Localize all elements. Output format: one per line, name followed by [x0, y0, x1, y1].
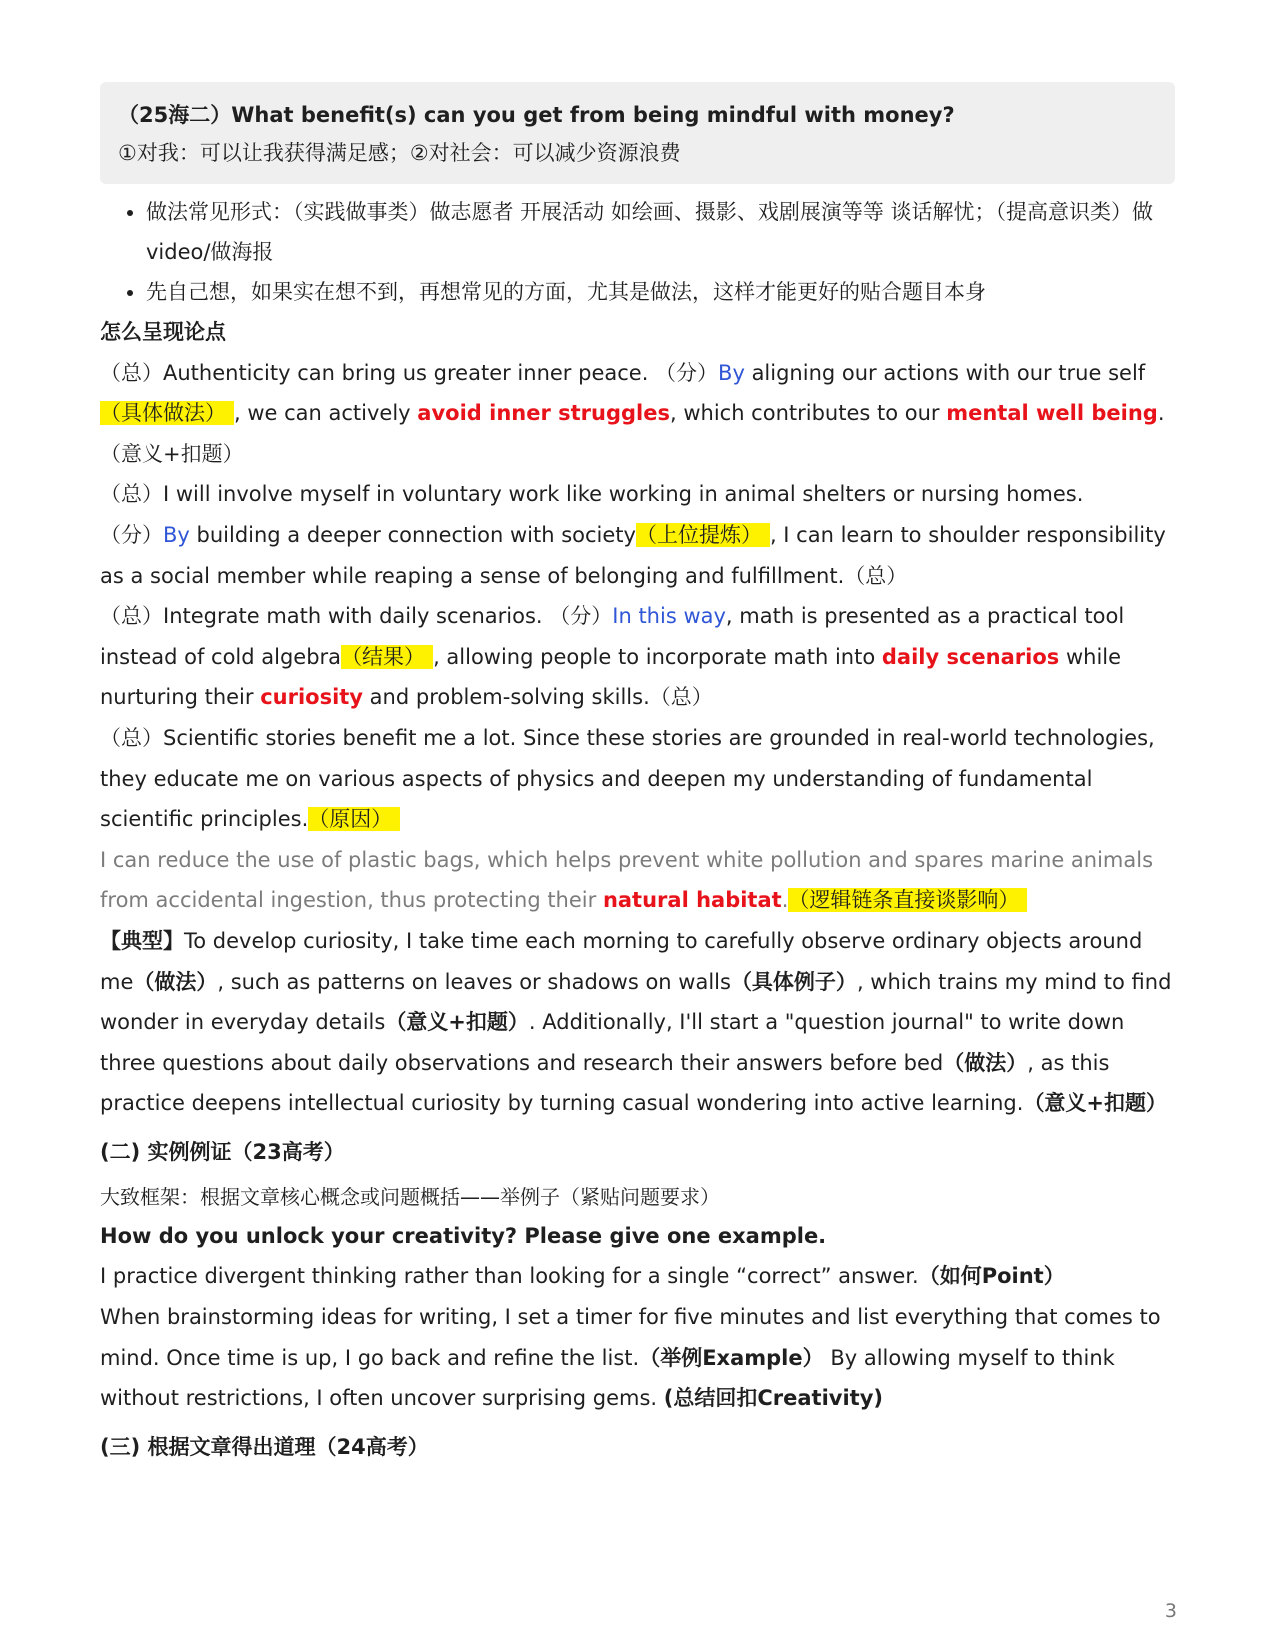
highlight-label: （具体做法） — [100, 401, 234, 425]
text: , allowing people to incorporate math into — [433, 644, 882, 669]
text: aligning our actions with our true self — [744, 360, 1146, 385]
section-heading-3: (三) 根据文章得出道理（24高考） — [100, 1434, 429, 1459]
bold-label: （具体例子） — [730, 969, 857, 994]
bold-label: （做法） — [133, 969, 218, 994]
box-question: （25海二）What benefit(s) can you get from being mindful with money? — [118, 103, 955, 127]
example-question: How do you unlock your creativity? Please give one example. — [100, 1223, 827, 1248]
text: while nurturing their — [100, 644, 1122, 710]
bold-label: 【典型】 — [100, 928, 184, 953]
example-paragraph-5 — [100, 840, 1175, 921]
example-paragraph-1 — [100, 353, 1175, 475]
text: , I can learn to shoulder responsibility as a social member while reaping a sense of belonging and fulfillment.（总） — [100, 522, 1166, 588]
text: By allowing myself to think without restrictions, I often uncover surprising gems. — [100, 1345, 1115, 1411]
connector-text: In this way — [612, 604, 726, 629]
highlight-label: （结果） — [341, 645, 433, 669]
text: , math is presented as a practical tool instead of cold algebra — [100, 604, 1125, 669]
bullet-list — [100, 192, 1175, 312]
text: （总）Integrate math with daily scenarios. （分） — [100, 604, 613, 629]
example-paragraph-2a: （总）I will involve myself in voluntary work like working in animal shelters or nursing homes. — [100, 482, 1084, 507]
text: I practice divergent thinking rather than looking for a single “correct” answer. — [100, 1264, 919, 1289]
box-answer: ①对我：可以让我获得满足感；②对社会：可以减少资源浪费 — [118, 141, 681, 165]
example-paragraph-2b — [100, 515, 1175, 596]
text: To develop curiosity, I take time each morning to carefully observe ordinary objects around me — [100, 928, 1143, 994]
gray-text: I can reduce the use of plastic bags, which helps prevent white pollution and spares marine animals from accidental ingestion, thus protecting their — [100, 847, 1154, 913]
page-number: 3 — [1164, 1600, 1177, 1622]
framework-text: 大致框架：根据文章核心概念或问题概括——举例子（紧贴问题要求） — [100, 1184, 720, 1209]
highlight-label: （上位提炼） — [636, 523, 770, 547]
highlight-label: （原因） — [308, 807, 400, 831]
creativity-answer — [100, 1256, 1175, 1418]
text: , which trains my mind to find wonder in everyday details — [100, 969, 1172, 1035]
text: , as this practice deepens intellectual curiosity by turning casual wondering into active learning. — [100, 1050, 1110, 1116]
keyword-text: daily scenarios — [881, 644, 1060, 669]
text: , which contributes to our — [669, 401, 947, 426]
text: building a deeper connection with society — [189, 522, 636, 547]
connector-text: By — [718, 360, 745, 385]
bold-label: (总结回扣Creativity) — [663, 1386, 883, 1411]
bold-label: （意义+扣题） — [1023, 1091, 1168, 1116]
example-paragraph-3 — [100, 596, 1175, 718]
text: , we can actively — [234, 401, 418, 426]
text: and problem-solving skills.（总） — [363, 685, 713, 710]
section-title: 怎么呈现论点 — [100, 320, 226, 344]
gray-text: . — [781, 888, 789, 913]
bold-label: （做法） — [943, 1050, 1028, 1075]
keyword-text: natural habitat — [602, 888, 782, 913]
bold-label: （如何Point） — [918, 1264, 1065, 1289]
keyword-text: mental well being — [946, 401, 1158, 426]
text: （分） — [100, 522, 163, 547]
text: .（意义+扣题） — [100, 401, 1165, 466]
bullet-item: • 做法常见形式：（实践做事类）做志愿者 开展活动 如绘画、摄影、戏剧展演等等 谈话解忧；（提高意识类）做video/做海报 — [146, 192, 1175, 272]
bold-label: （意义+扣题） — [385, 1010, 529, 1035]
document-page — [100, 82, 1175, 1473]
keyword-text: avoid inner struggles — [417, 401, 670, 426]
section-heading-2: (二) 实例例证（23高考） — [100, 1139, 345, 1164]
text: When brainstorming ideas for writing, I set a timer for five minutes and list everything that comes to mind. Once time is up, I go back and refine the list. — [100, 1305, 1161, 1370]
connector-text: By — [163, 522, 190, 547]
example-paragraph-6 — [100, 921, 1175, 1124]
text: , such as patterns on leaves or shadows on walls — [217, 969, 731, 994]
text: （总）Authenticity can bring us greater inner peace. （分） — [100, 360, 719, 385]
example-paragraph-4 — [100, 718, 1175, 840]
bullet-item: • 先自己想，如果实在想不到，再想常见的方面，尤其是做法，这样才能更好的贴合题目本身 — [146, 272, 1175, 312]
keyword-text: curiosity — [260, 685, 363, 710]
question-box — [100, 82, 1175, 184]
text: . Additionally, I'll start a "question journal" to write down three questions about daily observations and research their answers before bed — [100, 1010, 1125, 1075]
text: （总）Scientific stories benefit me a lot. Since these stories are grounded in real-world technologies, they educate me on various aspects of physics and deepen my understanding of fundamental scientific principles. — [100, 725, 1155, 832]
bold-label: （举例Example） — [639, 1345, 824, 1370]
highlight-label: （逻辑链条直接谈影响） — [788, 888, 1027, 912]
